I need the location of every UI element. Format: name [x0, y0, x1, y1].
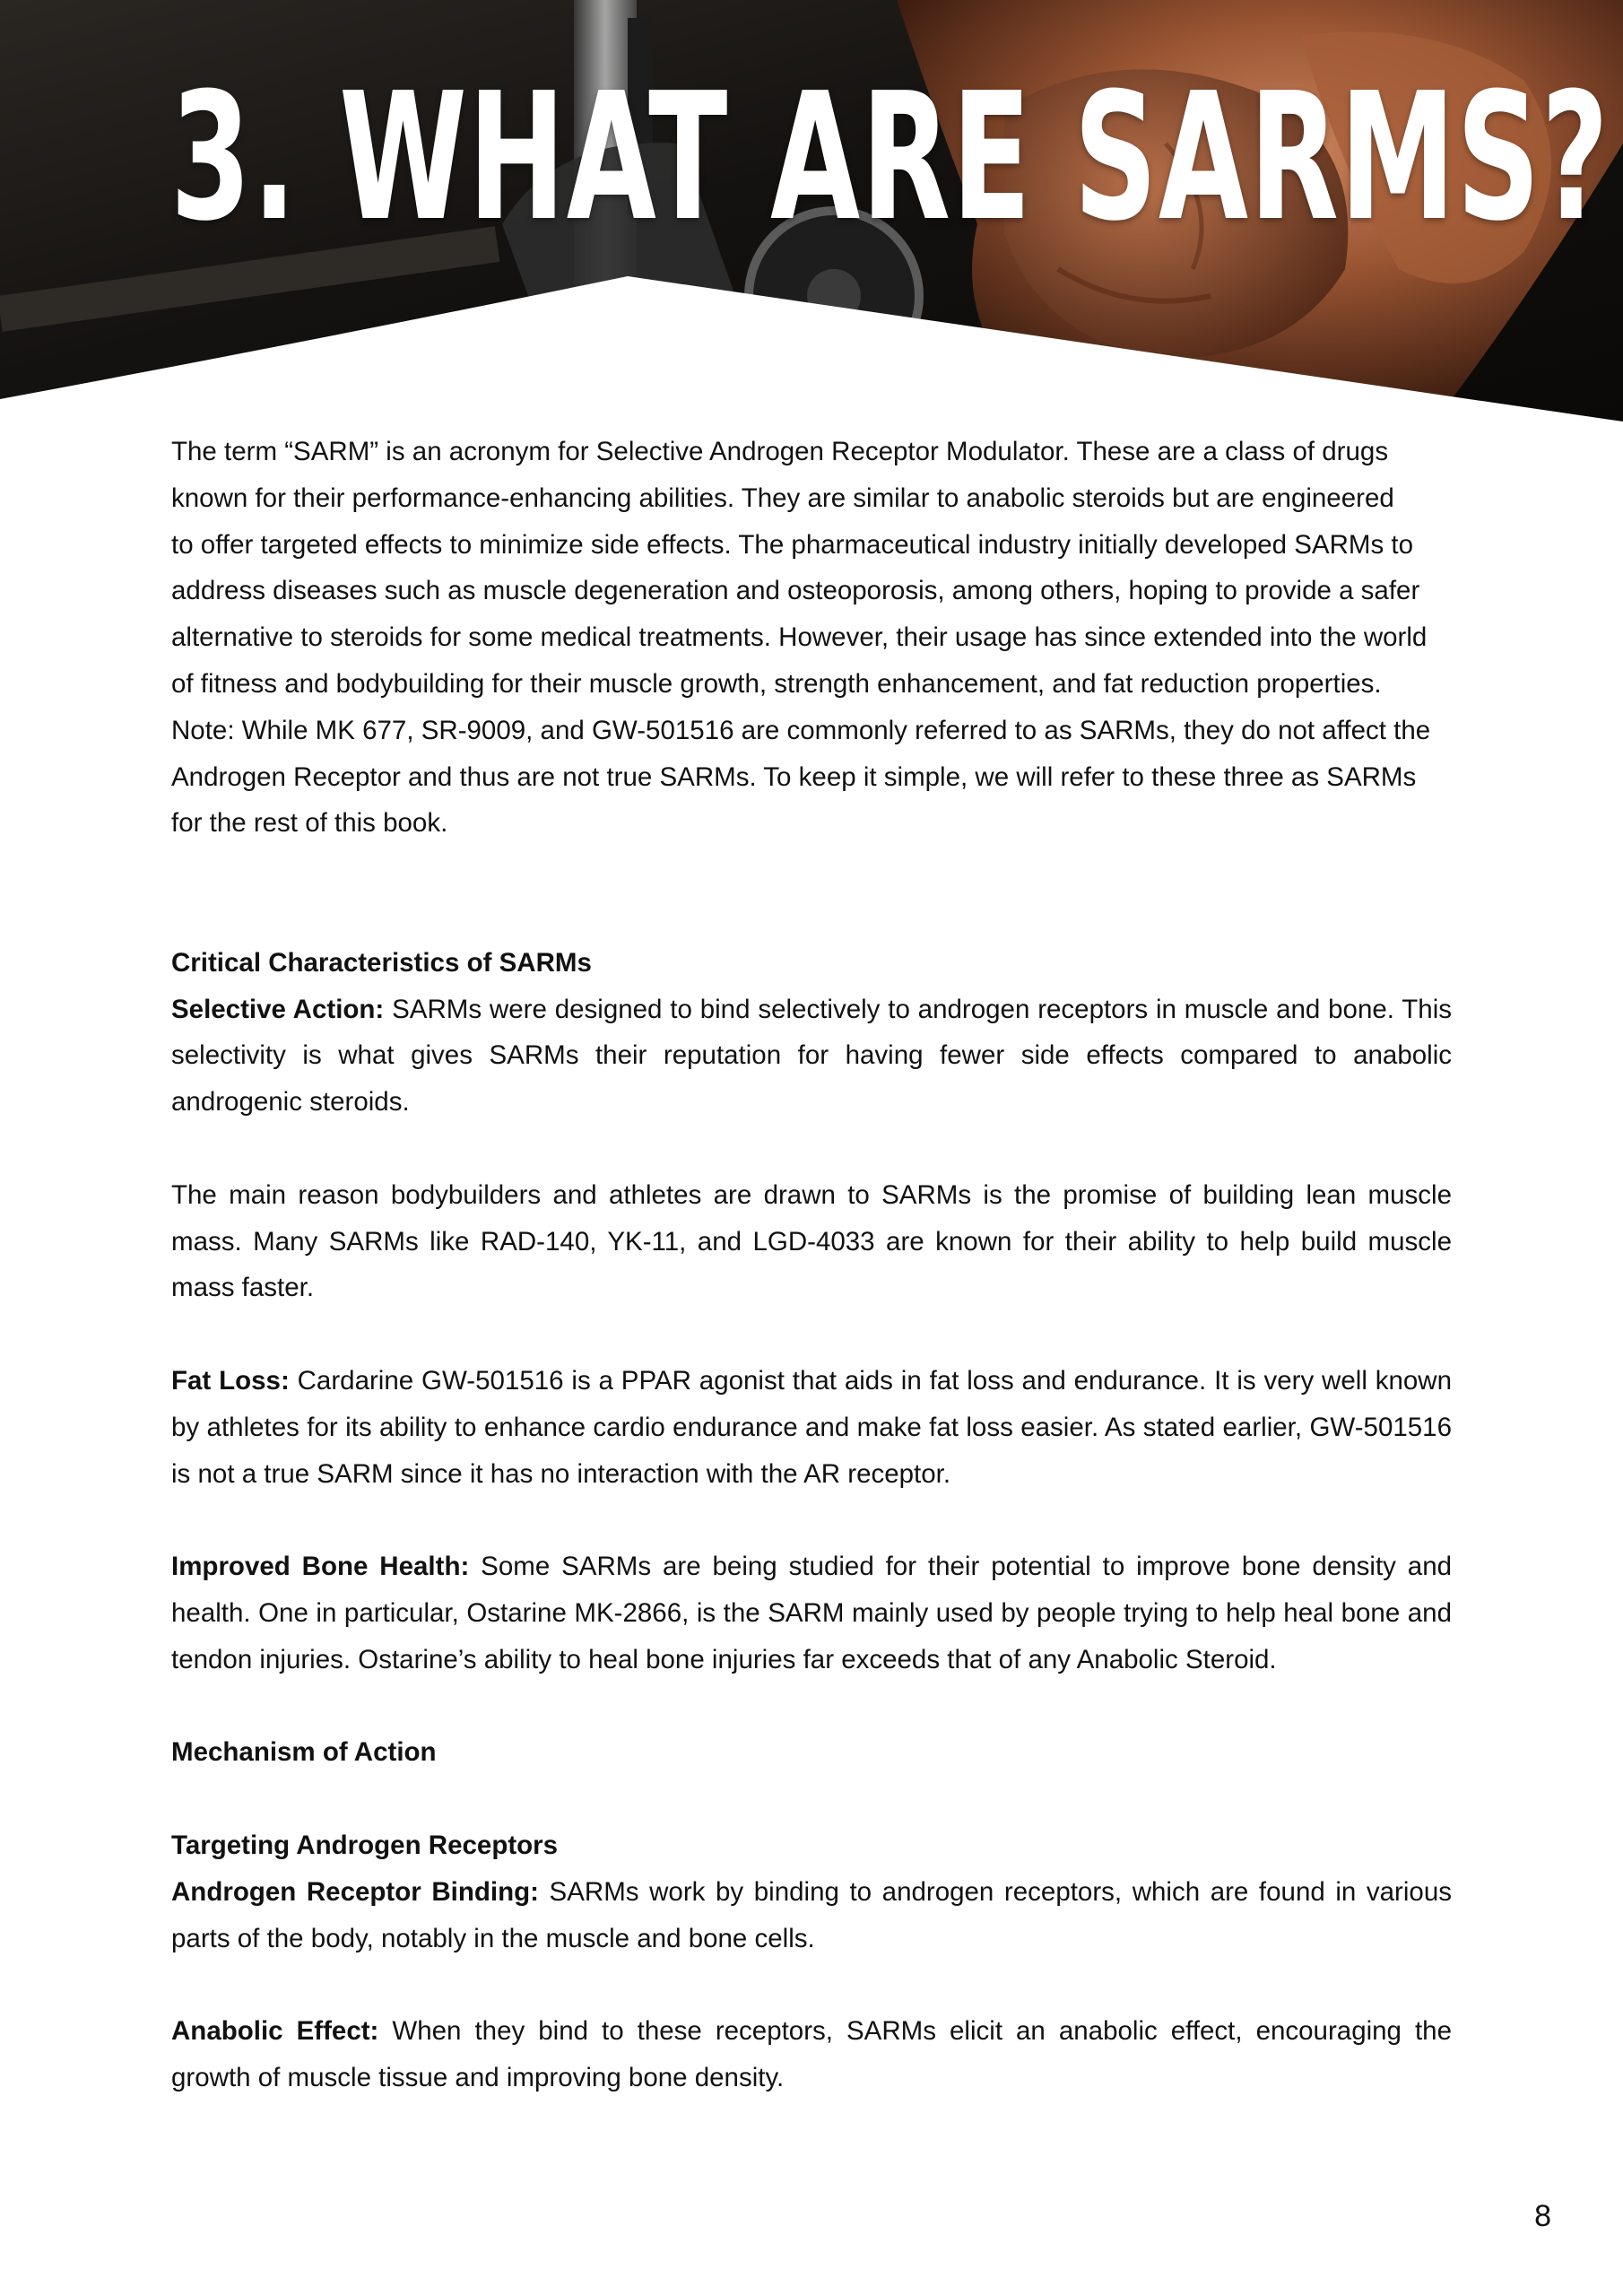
intro-line: for the rest of this book.: [171, 808, 448, 839]
fat-loss-text: Cardarine GW-501516 is a PPAR agonist that aids in fat loss and endurance. It is very well known by athletes for its ability to enhance cardio endurance and make fat loss easier. As stated earlier, GW-501516 is not a true SARM since it has no interaction with the AR receptor.: [171, 1365, 1452, 1489]
anabolic-effect-label: Anabolic Effect:: [171, 2016, 379, 2047]
anabolic-effect-text: When they bind to these receptors, SARMs elicit an anabolic effect, encouraging the growth of muscle tissue and improving bone density.: [171, 2016, 1452, 2092]
intro-line: to offer targeted effects to minimize side effects. The pharmaceutical industry initially developed SARMs to: [171, 529, 1414, 560]
receptor-binding-paragraph: [171, 1869, 1452, 1962]
intro-line: Androgen Receptor and thus are not true SARMs. To keep it simple, we will refer to these three as SARMs: [171, 761, 1417, 792]
bone-health-text: Some SARMs are being studied for their potential to improve bone density and health. One in particular, Ostarine MK-2866, is the SARM mainly used by people trying to help heal bone and tendon injuries. Ostarine’s ability to heal bone injuries far exceeds that of any Anabolic Steroid.: [171, 1552, 1453, 1674]
intro-paragraph: [171, 429, 1452, 847]
anabolic-effect-paragraph: [171, 2008, 1452, 2101]
receptor-binding-label: Androgen Receptor Binding:: [171, 1876, 539, 1907]
page-number: 8: [1534, 2199, 1551, 2233]
targeting-subheading: Targeting Androgen Receptors: [171, 1830, 559, 1860]
document-body: [171, 429, 1452, 2101]
selective-action-text: SARMs were designed to bind selectively to androgen receptors in muscle and bone. This selectivity is what gives SARMs their reputation for having fewer side effects compared to anabolic androgenic steroids.: [171, 994, 1452, 1118]
lean-muscle-paragraph: The main reason bodybuilders and athletes are drawn to SARMs is the promise of building lean muscle mass. Many SARMs like RAD-140, YK-11, and LGD-4033 are known for their ability to help build muscle mass faster.: [171, 1179, 1452, 1303]
selective-action-paragraph: [171, 987, 1452, 1126]
intro-line: Note: While MK 677, SR-9009, and GW-501516 are commonly referred to as SARMs, they do not affect the: [171, 715, 1431, 745]
characteristics-heading: Critical Characteristics of SARMs: [171, 947, 592, 978]
intro-line: known for their performance-enhancing abilities. They are similar to anabolic steroids but are engineered: [171, 483, 1394, 513]
page-title: 3. WHAT ARE SARMS?: [170, 56, 1610, 260]
bone-health-label: Improved Bone Health:: [171, 1552, 470, 1582]
intro-line: of fitness and bodybuilding for their muscle growth, strength enhancement, and fat reduction properties.: [171, 668, 1382, 699]
fat-loss-paragraph: [171, 1358, 1452, 1497]
mechanism-heading: Mechanism of Action: [171, 1737, 437, 1768]
intro-line: address diseases such as muscle degeneration and osteoporosis, among others, hoping to provide a safer: [171, 576, 1420, 606]
bone-health-paragraph: [171, 1544, 1452, 1683]
fat-loss-label: Fat Loss:: [171, 1365, 290, 1396]
intro-line: The term “SARM” is an acronym for Selective Androgen Receptor Modulator. These are a class of drugs: [171, 437, 1389, 466]
selective-action-label: Selective Action:: [171, 994, 385, 1024]
receptor-binding-text: SARMs work by binding to androgen receptors, which are found in various parts of the body, notably in the muscle and bone cells.: [171, 1876, 1452, 1953]
header-banner: [0, 0, 1623, 422]
intro-line: alternative to steroids for some medical treatments. However, their usage has since extended into the world: [171, 622, 1428, 653]
